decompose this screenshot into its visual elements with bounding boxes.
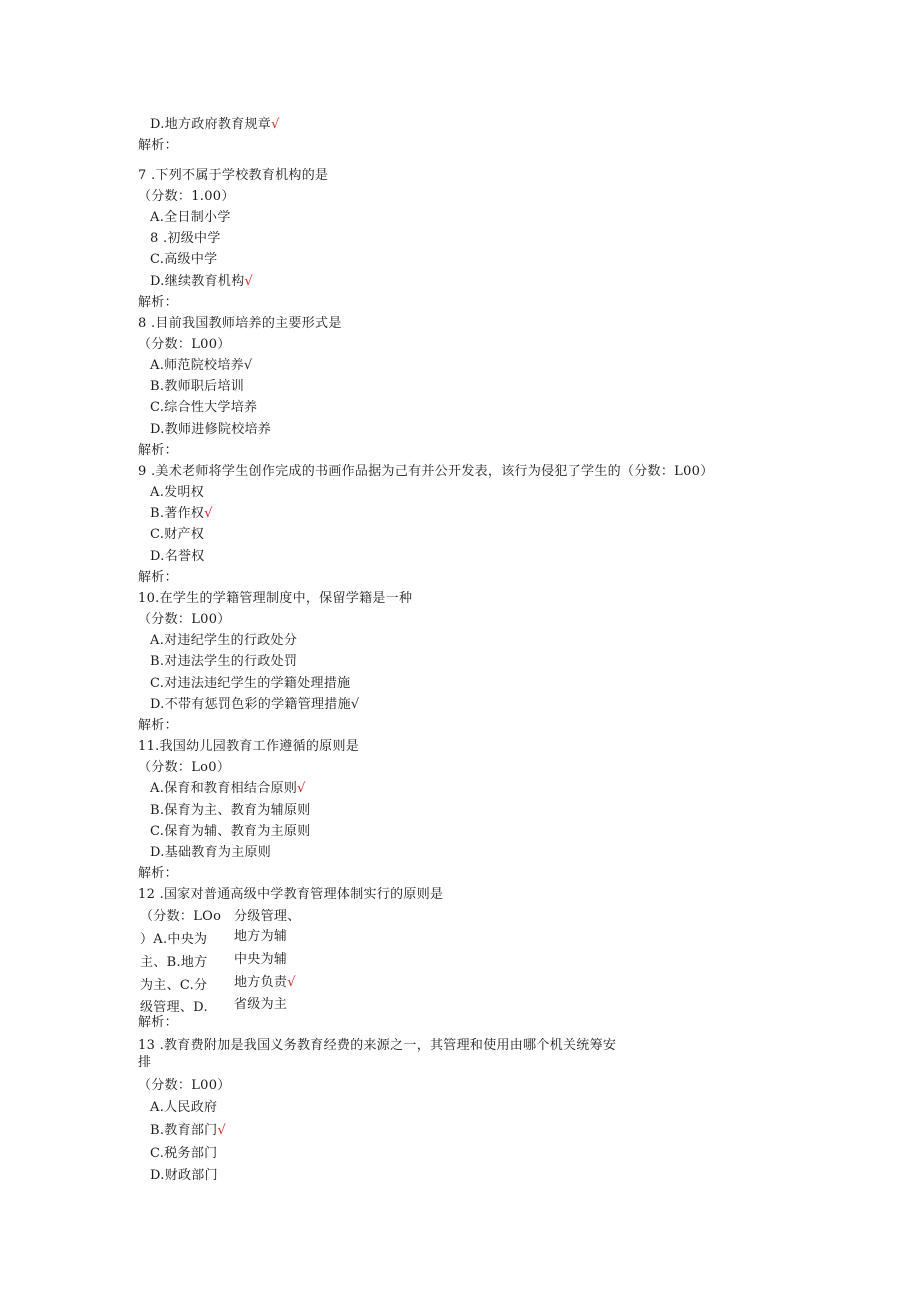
line-text: 解析： xyxy=(138,718,178,733)
line-text: C.税务部门 xyxy=(150,1146,218,1161)
line-text: B.对违法学生的行政处罚 xyxy=(150,654,298,669)
answer-option xyxy=(150,824,311,840)
answer-option xyxy=(150,527,204,543)
text-line xyxy=(138,337,231,353)
line-text: 地方负责 xyxy=(234,975,288,990)
analysis-label xyxy=(138,443,178,459)
answer-option xyxy=(150,358,253,374)
answer-option xyxy=(150,845,271,861)
correct-check-icon: √ xyxy=(350,697,360,712)
text-line xyxy=(138,612,231,628)
line-text: 8 .初级中学 xyxy=(150,231,221,246)
line-text: B.保育为主、教育为辅原则 xyxy=(150,803,311,818)
line-text: （分数：L00） xyxy=(138,1078,231,1093)
line-text: D.财政部门 xyxy=(150,1168,218,1183)
correct-check-icon: √ xyxy=(217,1123,227,1138)
line-text: 11.我国幼儿园教育工作遵循的原则是 xyxy=(138,739,360,754)
line-text: A.人民政府 xyxy=(150,1100,218,1115)
q12-left-fragment: （分数：LOo xyxy=(140,909,222,924)
q12-right-fragment xyxy=(234,929,287,945)
q12-right-fragment xyxy=(234,975,296,991)
line-text: D.不带有惩罚色彩的学籍管理措施 xyxy=(150,697,351,712)
answer-option xyxy=(150,1100,217,1116)
answer-option xyxy=(150,400,257,416)
line-text: 8 .目前我国教师培养的主要形式是 xyxy=(138,316,342,331)
question-text xyxy=(138,168,328,184)
text-line xyxy=(138,760,230,776)
line-text: C.财产权 xyxy=(150,527,205,542)
line-text: 排 xyxy=(138,1055,152,1070)
line-text: A.保育和教育相结合原则 xyxy=(150,781,298,796)
line-text: 省级为主 xyxy=(234,997,288,1012)
analysis-label xyxy=(138,295,178,311)
answer-option xyxy=(150,506,213,522)
answer-option xyxy=(150,274,253,290)
answer-option xyxy=(150,422,271,438)
q12-left-fragment: 级管理、D. xyxy=(140,1000,208,1015)
answer-option xyxy=(150,252,217,268)
q12-left-fragment: ）A.中央为 xyxy=(140,932,208,947)
line-text: D.教师进修院校培养 xyxy=(150,422,272,437)
q12-right-fragment xyxy=(234,909,301,925)
line-text: D.继续教育机构 xyxy=(150,274,245,289)
q12-left-fragment: 为主、C.分 xyxy=(140,978,208,993)
answer-option xyxy=(150,379,244,395)
correct-check-icon: √ xyxy=(204,506,213,521)
line-text: B.教育部门 xyxy=(150,1123,218,1138)
answer-option xyxy=(150,697,360,713)
answer-option xyxy=(150,781,306,797)
line-text: 解析： xyxy=(138,570,178,585)
line-text: 解析： xyxy=(138,443,178,458)
line-text: 地方为辅 xyxy=(234,929,288,944)
line-text: C.综合性大学培养 xyxy=(150,400,258,415)
answer-option xyxy=(150,485,204,501)
line-text: 12 .国家对普通高级中学教育管理体制实行的原则是 xyxy=(138,887,444,902)
answer-option xyxy=(150,676,350,692)
text-line xyxy=(138,1078,231,1094)
line-text: D.地方政府教育规章 xyxy=(150,117,272,132)
line-text: B.教师职后培训 xyxy=(150,379,245,394)
question-text xyxy=(138,739,359,755)
analysis-label xyxy=(138,138,178,154)
answer-option xyxy=(150,803,311,819)
answer-option xyxy=(150,654,297,670)
correct-check-icon: √ xyxy=(271,117,280,132)
line-text: C.保育为辅、教育为主原则 xyxy=(150,824,311,839)
answer-option xyxy=(150,231,221,247)
line-text: C.高级中学 xyxy=(150,252,218,267)
answer-option xyxy=(150,633,297,649)
correct-check-icon: √ xyxy=(243,358,253,373)
line-text: 9 .美术老师将学生创作完成的书画作品据为己有并公开发表，该行为侵犯了学生的（分数：L00） xyxy=(138,464,714,479)
analysis-label xyxy=(138,866,178,882)
line-text: A.师范院校培养 xyxy=(150,358,244,373)
line-text: （分数：L00） xyxy=(138,337,231,352)
line-text: D.名誉权 xyxy=(150,549,205,564)
line-text: （分数：Lo0） xyxy=(138,760,231,775)
line-text: （分数：L00） xyxy=(138,612,231,627)
line-text: C.对违法违纪学生的学籍处理措施 xyxy=(150,676,351,691)
analysis-label xyxy=(138,1015,178,1031)
question-text xyxy=(138,316,342,332)
line-text: （分数：1.00） xyxy=(138,189,235,204)
answer-option xyxy=(150,1168,218,1184)
line-text: 解析： xyxy=(138,138,178,153)
q12-right-fragment xyxy=(234,997,287,1013)
answer-option xyxy=(150,549,205,565)
question-text xyxy=(138,591,412,607)
line-text: A.对违纪学生的行政处分 xyxy=(150,633,298,648)
question-text xyxy=(138,887,443,903)
answer-option xyxy=(150,1123,226,1139)
correct-check-icon: √ xyxy=(297,781,306,796)
line-text: 解析： xyxy=(138,866,178,881)
correct-check-icon: √ xyxy=(244,274,254,289)
line-text: A.发明权 xyxy=(150,485,205,500)
answer-option xyxy=(150,117,280,133)
line-text: 10.在学生的学籍管理制度中，保留学籍是一种 xyxy=(138,591,413,606)
q12-left-fragment: 主、B.地方 xyxy=(140,955,208,970)
answer-option xyxy=(150,1146,217,1162)
line-text: 分级管理、 xyxy=(234,909,301,924)
line-text: D.基础教育为主原则 xyxy=(150,845,272,860)
question-text xyxy=(138,464,714,480)
question-text xyxy=(138,1038,616,1054)
line-text: 解析： xyxy=(138,295,178,310)
line-text: 解析： xyxy=(138,1015,178,1030)
q12-right-fragment xyxy=(234,952,287,968)
line-text: 中央为辅 xyxy=(234,952,288,967)
line-text: B.著作权 xyxy=(150,506,205,521)
line-text: 7 .下列不属于学校教育机构的是 xyxy=(138,168,329,183)
analysis-label xyxy=(138,718,178,734)
line-text: 13 .教育费附加是我国义务教育经费的来源之一，其管理和使用由哪个机关统筹安 xyxy=(138,1038,617,1053)
analysis-label xyxy=(138,570,178,586)
line-text: A.全日制小学 xyxy=(150,210,231,225)
text-line xyxy=(138,189,235,205)
correct-check-icon: √ xyxy=(287,975,296,990)
answer-option xyxy=(150,210,231,226)
text-line xyxy=(138,1055,151,1071)
